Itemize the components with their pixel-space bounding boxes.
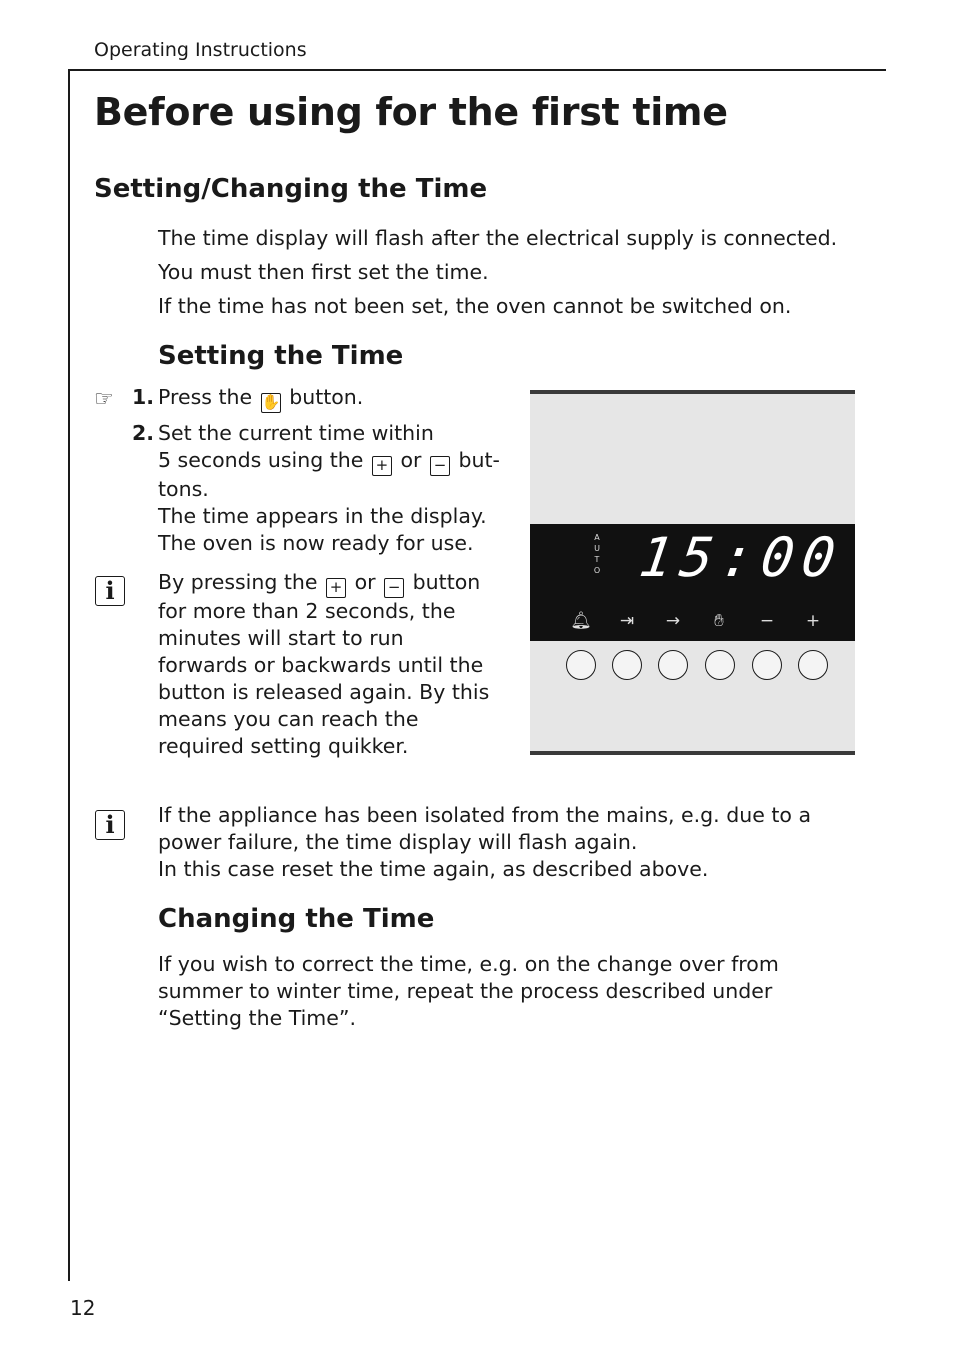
manual-button[interactable] (705, 650, 735, 680)
auto-letter: O (593, 566, 601, 575)
hand-icon: ✋︎ (714, 611, 724, 631)
end-time-button[interactable] (658, 650, 688, 680)
intro-paragraph: If the time has not been set, the oven cannot be switched on. (158, 294, 792, 318)
clock-display (530, 524, 855, 641)
auto-letter: T (594, 555, 600, 564)
end-time-icon: → (665, 611, 681, 631)
step-text: Set the current time within (158, 421, 434, 445)
step-text: Press the (158, 385, 253, 409)
changing-text: If you wish to correct the time, e.g. on the change over from summer to winter time, repeat the process described under “Setting the Time”. (158, 952, 779, 1030)
step-text: or (400, 448, 422, 472)
timer-button[interactable] (566, 650, 596, 680)
plus-key-icon: + (372, 456, 392, 476)
info-text: By pressing the (158, 570, 318, 594)
symbol-row (530, 610, 855, 632)
control-panel-illustration (530, 390, 855, 755)
info-icon: i (95, 810, 125, 840)
minus-button[interactable] (752, 650, 782, 680)
left-rule (68, 69, 70, 1281)
subheading-changing-the-time: Changing the Time (158, 904, 435, 934)
minus-key-icon: − (384, 578, 404, 598)
hand-key-icon: ✋ (261, 393, 281, 411)
plus-key-icon: + (326, 578, 346, 598)
step-2 (94, 420, 504, 557)
info-text: for more than 2 seconds, the minutes will start to run forwards or backwards until the button is released again. By this means you can reach the required setting quikker. (158, 599, 490, 758)
step-text: The time appears in the display. (158, 504, 487, 528)
info-text: In this case reset the time again, as described above. (158, 857, 709, 881)
step-number: 1. (132, 385, 155, 409)
clock-readout: 15:00 (635, 526, 847, 589)
step-text: 5 seconds using the (158, 448, 364, 472)
step-text: The oven is now ready for use. (158, 531, 474, 555)
intro-paragraph: The time display will flash after the electrical supply is connected. (158, 226, 838, 250)
info-text: If the appliance has been isolated from the mains, e.g. due to a power failure, the time display will flash again. (158, 803, 812, 854)
intro-text (158, 225, 878, 320)
minus-icon: − (759, 611, 775, 631)
page-title: Before using for the first time (94, 90, 728, 134)
duration-button[interactable] (612, 650, 642, 680)
duration-icon: ⇥ (619, 611, 635, 631)
info-note-mains (158, 802, 858, 883)
plus-button[interactable] (798, 650, 828, 680)
step-text: button. (289, 385, 364, 409)
intro-paragraph: You must then first set the time. (158, 260, 489, 284)
auto-indicator (592, 532, 602, 576)
step-number: 2. (132, 421, 155, 445)
step-1 (94, 384, 504, 413)
steps-list (94, 384, 504, 557)
auto-letter: A (594, 533, 600, 542)
info-text: button (412, 570, 481, 594)
page-number: 12 (70, 1296, 96, 1320)
auto-letter: U (594, 544, 600, 553)
pointing-hand-icon: ☞ (94, 387, 114, 412)
minus-key-icon: − (430, 456, 450, 476)
section-heading-setting-changing: Setting/Changing the Time (94, 174, 488, 204)
running-header: Operating Instructions (94, 39, 307, 61)
info-note-buttons (158, 569, 498, 760)
step-text: but- (458, 448, 500, 472)
top-rule (68, 69, 886, 71)
info-icon: i (95, 576, 125, 606)
bell-icon: 🔔︎ (570, 611, 592, 631)
plus-icon: + (805, 611, 821, 631)
subheading-setting-the-time: Setting the Time (158, 341, 404, 371)
info-text: or (354, 570, 376, 594)
step-text: tons. (158, 477, 209, 501)
